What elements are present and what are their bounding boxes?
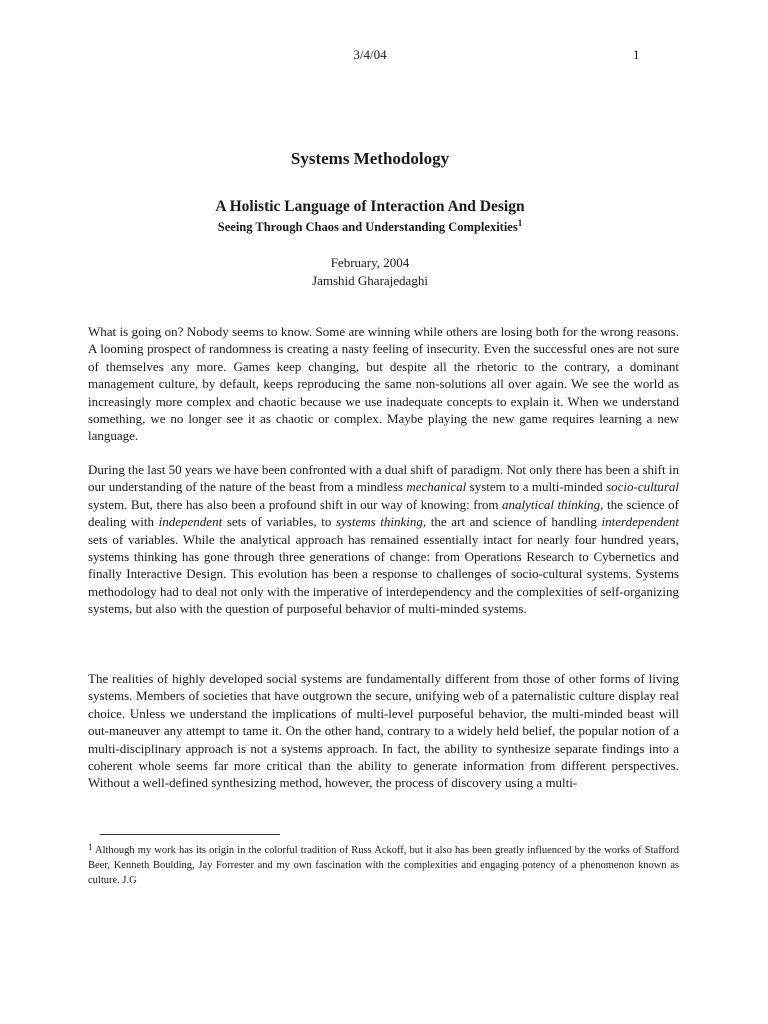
footnote-divider xyxy=(100,834,280,835)
header-date: 3/4/04 xyxy=(353,47,387,62)
emphasis-systems-thinking: systems thinking, xyxy=(335,514,427,530)
author-name: Jamshid Gharajedaghi xyxy=(312,273,428,288)
emphasis-independent: independent xyxy=(158,514,223,530)
paragraph-3: The realities of highly developed social systems are fundamentally different from those of other forms of living systems. Members of societies that have outgrown the secure, unifying web of a paternalistic culture display real choice. Unless we understand the implications of multi-level purposeful behavior, the multi-minded beast will out-maneuver any attempt to tame it. On the other hand, contrary to a widely held belief, the popular notion of a multi-disciplinary approach is not a systems approach. In fact, the ability to synthesize separate findings into a coherent whole seems far more critical than the ability to generate information from different perspectives. Without a well-defined synthesizing method, however, the process of discovery using a multi- xyxy=(88,671,679,791)
paragraph-2-text: system to a multi-minded xyxy=(466,479,607,495)
emphasis-socio-cultural: socio-cultural xyxy=(606,479,680,495)
paragraph-2-text: sets of variables. While the analytical approach has remained essentially intact for nearly four hundred years, systems thinking has gone through three generations of change: from Operations Research to Cybernetics and finally Interactive Design. This evolution has been a response to challenges of socio-cultural systems. Systems methodology had to deal not only with the imperative of interdependency and the complexities of self-organizing systems, but also with the question of purposeful behavior of multi-minded systems. xyxy=(88,531,679,617)
paragraph-2-text: During the last 50 years we have been confronted with a dual shift of paradigm. Not only there has been a shift in our understanding of the nature of the beast from a mindless xyxy=(88,462,679,495)
paragraph-1: What is going on? Nobody seems to know. Some are winning while others are losing both for the wrong reasons. A looming prospect of randomness is creating a nasty feeling of insecurity. Even the successful ones are not sure of themselves any more. Games keep changing, but despite all the rhetoric to the contrary, a dominant management culture, by default, keeps reproducing the same non-solutions all over again. We see the world as increasingly more complex and chaotic because we use inadequate concepts to explain it. When we understand something, we no longer see it as chaotic or complex. Maybe playing the new game requires learning a new language. xyxy=(88,324,679,444)
emphasis-mechanical: mechanical xyxy=(406,479,467,495)
publication-date: February, 2004 xyxy=(330,255,410,270)
footnote xyxy=(88,840,679,888)
document-title: Systems Methodology xyxy=(290,149,450,168)
footnote-reference: 1 xyxy=(517,218,523,228)
document-subsubtitle xyxy=(0,218,740,235)
page-number: 1 xyxy=(633,47,640,62)
footnote-text: Although my work has its origin in the colorful tradition of Russ Ackoff, but it also has been greatly influenced by the works of Stafford Beer, Kenneth Boulding, Jay Forrester and my own fascination with the complexities and engaging potency of a phenomenon known as culture. J.G xyxy=(88,845,679,886)
paragraph-2-text: system. But, there has also been a profound shift in our way of knowing: from xyxy=(88,496,503,512)
paragraph-2-text: the art and science of handling xyxy=(426,514,602,530)
emphasis-interdependent: interdependent xyxy=(601,514,679,530)
subsubtitle-text: Seeing Through Chaos and Understanding Complexities xyxy=(217,220,518,235)
paragraph-2-text: sets of variables, to xyxy=(222,514,336,530)
paragraph-2 xyxy=(88,461,679,618)
emphasis-analytical-thinking: analytical thinking, xyxy=(502,496,604,512)
footnote-marker: 1 xyxy=(88,842,93,852)
document-subtitle: A Holistic Language of Interaction And Design xyxy=(215,198,525,215)
paragraph-2-text: the science of dealing with xyxy=(88,496,680,530)
